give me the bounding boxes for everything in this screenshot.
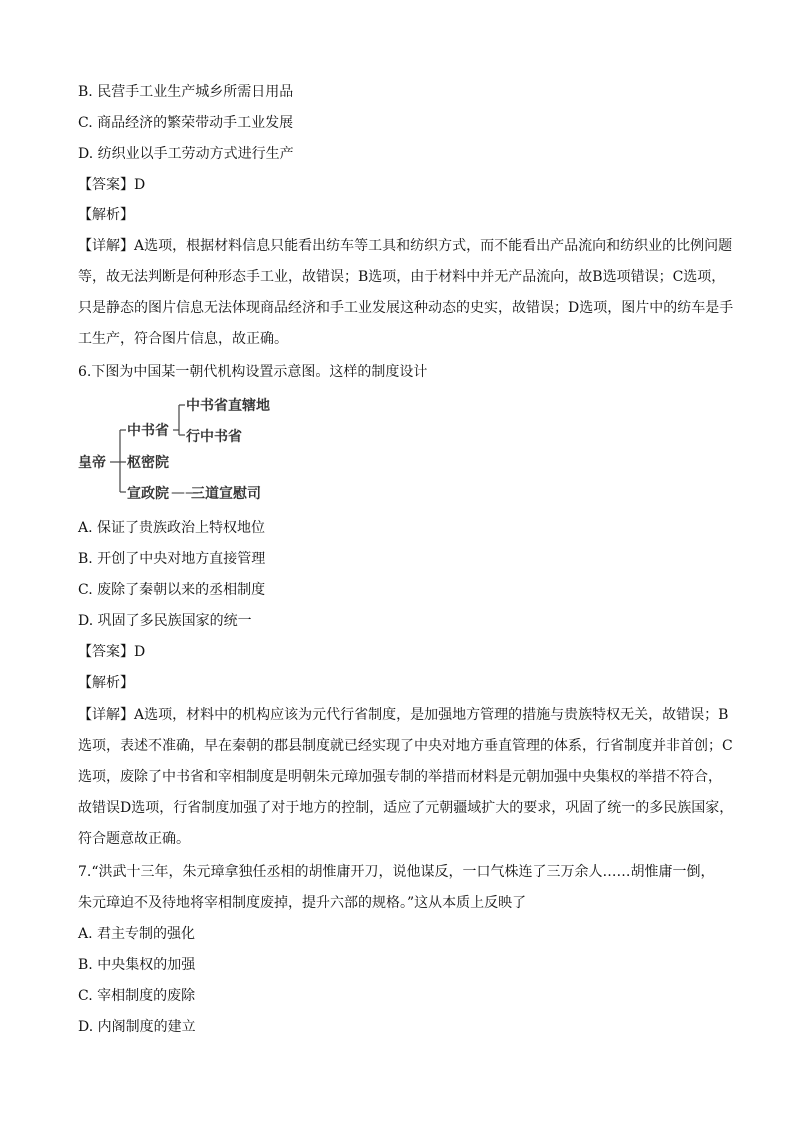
q5-detail-line: 等，故无法判断是何种形态手工业，故错误；B选项，由于材料中并无产品流向，故B选项错误；C选项， [78, 269, 726, 285]
q5-answer: 【答案】D [78, 177, 146, 193]
q6-detail-line: 【详解】A选项，材料中的机构应该为元代行省制度，是加强地方管理的措施与贵族特权无关，故错误；B [78, 707, 729, 723]
q6-detail-line: 故错误D选项，行省制度加强了对于地方的控制，适应了元朝疆域扩大的要求，巩固了统一的多民族国家， [78, 800, 734, 816]
diagram-shumi: 枢密院 [127, 455, 169, 471]
q6-option-b: B. 开创了中央对地方直接管理 [78, 551, 266, 567]
q5-option-b: B. 民营手工业生产城乡所需日用品 [78, 84, 294, 100]
diagram-zhongshu: 中书省 [127, 423, 169, 439]
diagram-xuanwei: 三道宣慰司 [191, 486, 261, 502]
q5-option-c: C. 商品经济的繁荣带动手工业发展 [78, 115, 294, 131]
q6-detail-line: 选项，废除了中书省和宰相制度是明朝朱元璋加强专制的举措而材料是元朝加强中央集权的举措不符合， [78, 769, 722, 785]
q5-analysis-label: 【解析】 [78, 207, 134, 223]
q6-option-a: A. 保证了贵族政治上特权地位 [78, 520, 266, 536]
q6-answer: 【答案】D [78, 644, 146, 660]
q6-option-c: C. 废除了秦朝以来的丞相制度 [78, 582, 266, 598]
q6-option-d: D. 巩固了多民族国家的统一 [78, 613, 252, 629]
q7-option-a: A. 君主专制的强化 [78, 926, 196, 942]
q7-option-c: C. 宰相制度的废除 [78, 988, 196, 1004]
q7-option-d: D. 内阁制度的建立 [78, 1019, 196, 1035]
q6-stem: 6.下图为中国某一朝代机构设置示意图。这样的制度设计 [78, 364, 428, 380]
q6-detail-line: 选项，表述不准确，早在秦朝的郡县制度就已经实现了中央对地方垂直管理的体系，行省制度并非首创；C [78, 738, 733, 754]
q7-option-b: B. 中央集权的加强 [78, 957, 196, 973]
q5-option-d: D. 纺织业以手工劳动方式进行生产 [78, 146, 294, 162]
diagram-link: —— [171, 485, 199, 501]
q6-detail-line: 符合题意故正确。 [78, 831, 190, 847]
q7-stem-line: 朱元璋迫不及待地将宰相制度废掉，提升六部的规格。”这从本质上反映了 [78, 895, 527, 911]
q7-stem-line: 7.“洪武十三年，朱元璋拿独任丞相的胡惟庸开刀，说他谋反，一口气株连了三万余人……胡惟庸一倒， [78, 864, 715, 880]
q6-analysis-label: 【解析】 [78, 675, 134, 691]
diagram-zhongshu-direct: 中书省直辖地 [186, 398, 270, 414]
q5-detail-line: 【详解】A选项，根据材料信息只能看出纺车等工具和纺织方式，而不能看出产品流向和纺织业的比例问题 [78, 238, 733, 254]
diagram-xing-zhongshu: 行中书省 [186, 429, 242, 445]
diagram-emperor: 皇帝 [78, 455, 106, 471]
diagram-xuanzheng: 宣政院 [127, 486, 169, 502]
q5-detail-line: 只是静态的图片信息无法体现商品经济和手工业发展这种动态的史实，故错误；D选项，图片中的纺车是手 [78, 300, 734, 316]
q5-detail-line: 工生产，符合图片信息，故正确。 [78, 331, 288, 347]
institution-diagram [78, 395, 278, 505]
